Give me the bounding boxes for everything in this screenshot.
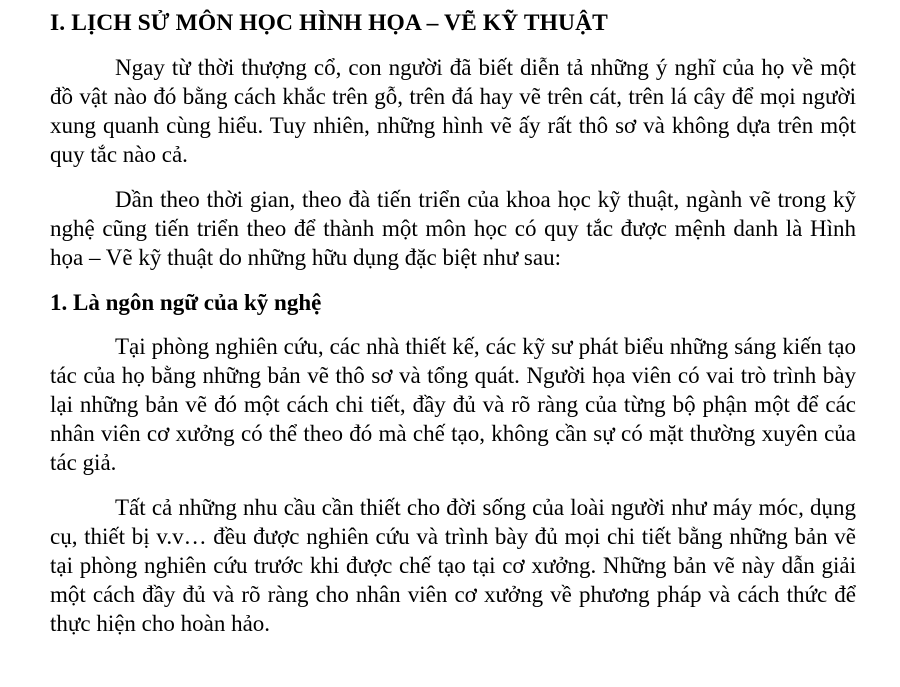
section-title: I. LỊCH SỬ MÔN HỌC HÌNH HỌA – VẼ KỸ THUẬT [50,10,608,36]
paragraph: Tất cả những nhu cầu cần thiết cho đời sống của loài người như máy móc, dụng cụ, thiết bị v.v… đều được nghiên cứu và trình bày đủ mọi chi tiết bằng những bản vẽ tại phòng nghiên cứu trước khi được chế tạo tại cơ xưởng. Những bản vẽ này dẫn giải một cách đầy đủ và rõ ràng cho nhân viên cơ xưởng về phương pháp và cách thức để thực hiện cho hoàn hảo. [50,495,856,636]
paragraph: Dần theo thời gian, theo đà tiến triển của khoa học kỹ thuật, ngành vẽ trong kỹ nghệ cũng tiến triển theo để thành một môn học có quy tắc được mệnh danh là Hình họa – Vẽ kỹ thuật do những hữu dụng đặc biệt như sau: [50,187,856,270]
paragraph: Ngay từ thời thượng cổ, con người đã biết diễn tả những ý nghĩ của họ về một đồ vật nào đó bằng cách khắc trên gỗ, trên đá hay vẽ trên cát, trên lá cây để mọi người xung quanh cùng hiểu. Tuy nhiên, những hình vẽ ấy rất thô sơ và không dựa trên một quy tắc nào cả. [50,55,856,167]
document-page [50,8,856,654]
subsection-title: 1. Là ngôn ngữ của kỹ nghệ [50,290,322,315]
paragraph: Tại phòng nghiên cứu, các nhà thiết kế, các kỹ sư phát biểu những sáng kiến tạo tác của họ bằng những bản vẽ thô sơ và tổng quát. Người họa viên có vai trò trình bày lại những bản vẽ đó một cách chi tiết, đầy đủ và rõ ràng của từng bộ phận một để các nhân viên cơ xưởng có thể theo đó mà chế tạo, không cần sự có mặt thường xuyên của tác giả. [50,334,856,475]
